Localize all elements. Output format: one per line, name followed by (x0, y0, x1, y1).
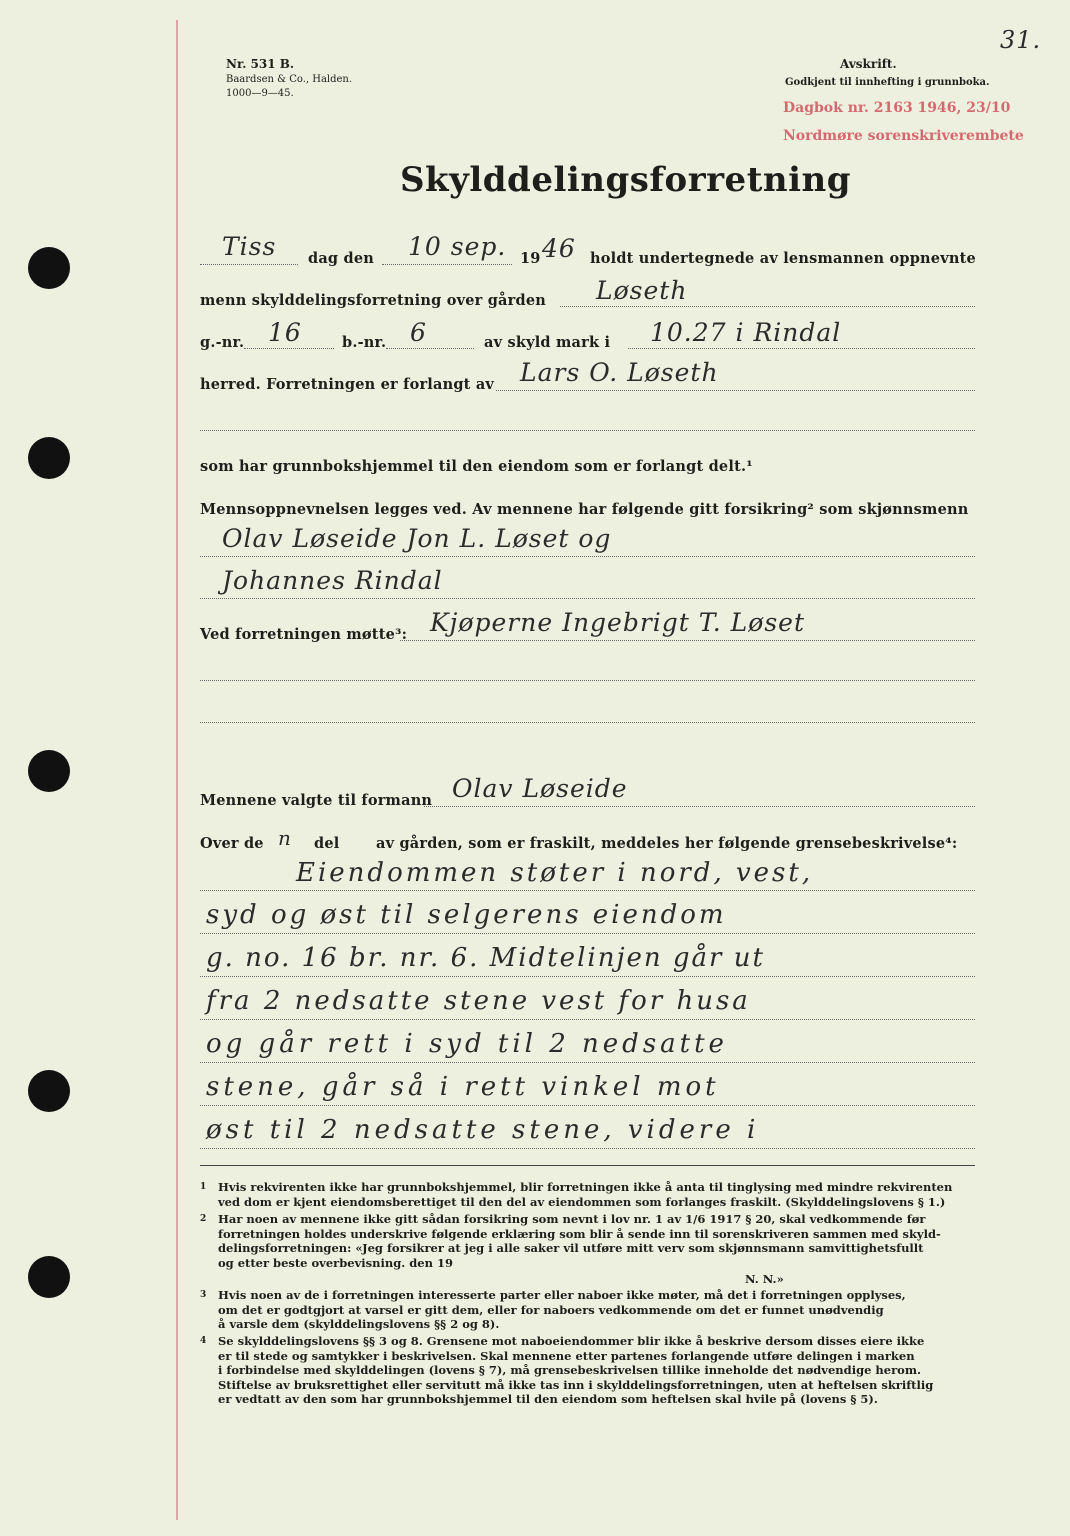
year-prefix: 19 (520, 250, 541, 267)
fill-line (200, 264, 298, 265)
fill-line (200, 556, 975, 557)
fill-line (200, 430, 975, 431)
description-line: øst til 2 nedsatte stene, videre i (206, 1115, 760, 1145)
print-run: 1000—9—45. (226, 88, 294, 99)
punch-hole (28, 437, 70, 479)
day-label: dag den (308, 250, 375, 267)
place-handwritten: Tiss (222, 232, 277, 261)
footnote-text: Har noen av mennene ikke gitt sådan forsikring som nevnt i lov nr. 1 av 1/6 1917 § 20, skal vedkommende før forretningen holdes underskrive følgende erklæring som blir å sende inn til sorenskriveren sammen med skyld- delingsforretningen: «Jeg forsikrer at jeg i alle saker vil utføre mitt verv som skjønnsmann samvittighetsfullt og etter beste overbevisning. den 19 (218, 1212, 941, 1270)
gnr-label: g.-nr. (200, 334, 245, 351)
footnote (200, 1288, 980, 1332)
form-number: Nr. 531 B. (226, 57, 295, 71)
hjemmel-text: som har grunnbokshjemmel til den eiendom som er forlangt delt.¹ (200, 458, 753, 475)
footnote-number: 3 (200, 1290, 207, 1300)
skyld-handwritten: 10.27 i Rindal (650, 318, 842, 347)
formann-label: Mennene valgte til formann (200, 792, 433, 809)
over-handwritten: n (278, 826, 292, 850)
fill-line (400, 640, 975, 641)
footnote-signature (745, 1272, 845, 1287)
fill-line (200, 890, 975, 891)
footnote-number: 2 (200, 1214, 207, 1224)
footnote (200, 1212, 980, 1270)
approval-text: Godkjent til innhefting i grunnboka. (785, 77, 990, 88)
line1-text: holdt undertegnede av lensmannen oppnevnte (590, 250, 976, 267)
fill-line (382, 264, 512, 265)
punch-hole (28, 750, 70, 792)
margin-line (176, 20, 178, 1520)
motte-handwritten: Kjøperne Ingebrigt T. Løset (430, 608, 806, 637)
motte-label: Ved forretningen møtte³: (200, 626, 408, 643)
punch-hole (28, 1256, 70, 1298)
fill-line (200, 1062, 975, 1063)
fill-line (386, 348, 474, 349)
footnote (200, 1180, 980, 1209)
printer-name: Baardsen & Co., Halden. (226, 74, 353, 85)
bnr-handwritten: 6 (410, 318, 427, 347)
description-line: syd og øst til selgerens eiendom (206, 900, 727, 930)
year-handwritten: 46 (542, 234, 576, 263)
punch-hole (28, 247, 70, 289)
fill-line (200, 976, 975, 977)
punch-hole (28, 1070, 70, 1112)
fill-line (244, 348, 334, 349)
description-line: g. no. 16 br. nr. 6. Midtelinjen går ut (206, 943, 765, 973)
over-label-c: av gården, som er fraskilt, meddeles her følgende grensebeskrivelse⁴: (376, 835, 958, 852)
court-stamp: Nordmøre sorenskriverembete (783, 128, 1024, 144)
line2-text: menn skylddelingsforretning over gården (200, 292, 546, 309)
footnote-rule (200, 1165, 975, 1166)
fill-line (628, 348, 975, 349)
fill-line (200, 722, 975, 723)
document-title: Skylddelingsforretning (400, 160, 852, 200)
formann-handwritten: Olav Løseide (452, 774, 628, 803)
description-line: fra 2 nedsatte stene vest for husa (206, 986, 751, 1016)
fill-line (200, 1019, 975, 1020)
footnote-text: N. N.» (745, 1272, 784, 1286)
men-handwritten-1: Olav Løseide Jon L. Løset og (222, 524, 612, 553)
fill-line (496, 390, 975, 391)
farm-handwritten: Løseth (596, 276, 688, 305)
page-number: 31. (1000, 26, 1042, 54)
footnote-text: Hvis rekvirenten ikke har grunnbokshjemmel, blir forretningen ikke å anta til tinglysing med mindre rekvirenten ved dom er kjent eiendomsberettiget til den del av eiendommen som forlanges fraskilt. (Skylddelingslovens § 1.) (218, 1180, 953, 1209)
bnr-label: b.-nr. (342, 334, 387, 351)
gnr-handwritten: 16 (268, 318, 302, 347)
over-label-a: Over de (200, 835, 264, 852)
footnote (200, 1334, 980, 1407)
fill-line (424, 806, 975, 807)
footnote-number: 1 (200, 1182, 207, 1192)
skyld-label: av skyld mark i (484, 334, 611, 351)
footnote-number: 4 (200, 1336, 207, 1346)
fill-line (560, 306, 975, 307)
footnote-text: Hvis noen av de i forretningen interesserte parter eller naboer ikke møter, må det i forretningen opplyses, om det er godtgjort at varsel er gitt dem, eller for naboers vedkommende om det er funnet unødvendig å varsle dem (skylddelingslovens §§ 2 og 8). (218, 1288, 906, 1332)
description-line: og går rett i syd til 2 nedsatte (206, 1029, 728, 1059)
men-handwritten-2: Johannes Rindal (222, 566, 443, 595)
menn-text: Mennsoppnevnelsen legges ved. Av mennene har følgende gitt forsikring² som skjønnsmenn (200, 501, 969, 518)
copy-label: Avskrift. (840, 57, 897, 71)
journal-stamp: Dagbok nr. 2163 1946, 23/10 (783, 100, 1011, 116)
fill-line (200, 1148, 975, 1149)
herred-label: herred. Forretningen er forlangt av (200, 376, 495, 393)
description-line: Eiendommen støter i nord, vest, (296, 858, 814, 888)
fill-line (200, 598, 975, 599)
over-label-b: del (314, 835, 340, 852)
fill-line (200, 1105, 975, 1106)
footnote-text: Se skylddelingslovens §§ 3 og 8. Grensene mot naboeiendommer blir ikke å beskrive dersom disses eiere ikke er til stede og samtykker i beskrivelsen. Skal mennene etter partenes forlangende utføre delingen i marken i forbindelse med skylddelingen (lovens § 7), må grensebeskrivelsen tillike inneholde det nødvendige herom. Stiftelse av bruksrettighet eller servitutt må ikke tas inn i skylddelingsforretningen, uten at heftelsen skriftlig er vedtatt av den som har grunnbokshjemmel til den eiendom som heftelsen skal hvile på (lovens § 5). (218, 1334, 934, 1407)
fill-line (200, 680, 975, 681)
requester-handwritten: Lars O. Løseth (520, 358, 719, 387)
date-handwritten: 10 sep. (408, 232, 507, 261)
description-line: stene, går så i rett vinkel mot (206, 1072, 720, 1102)
fill-line (200, 933, 975, 934)
